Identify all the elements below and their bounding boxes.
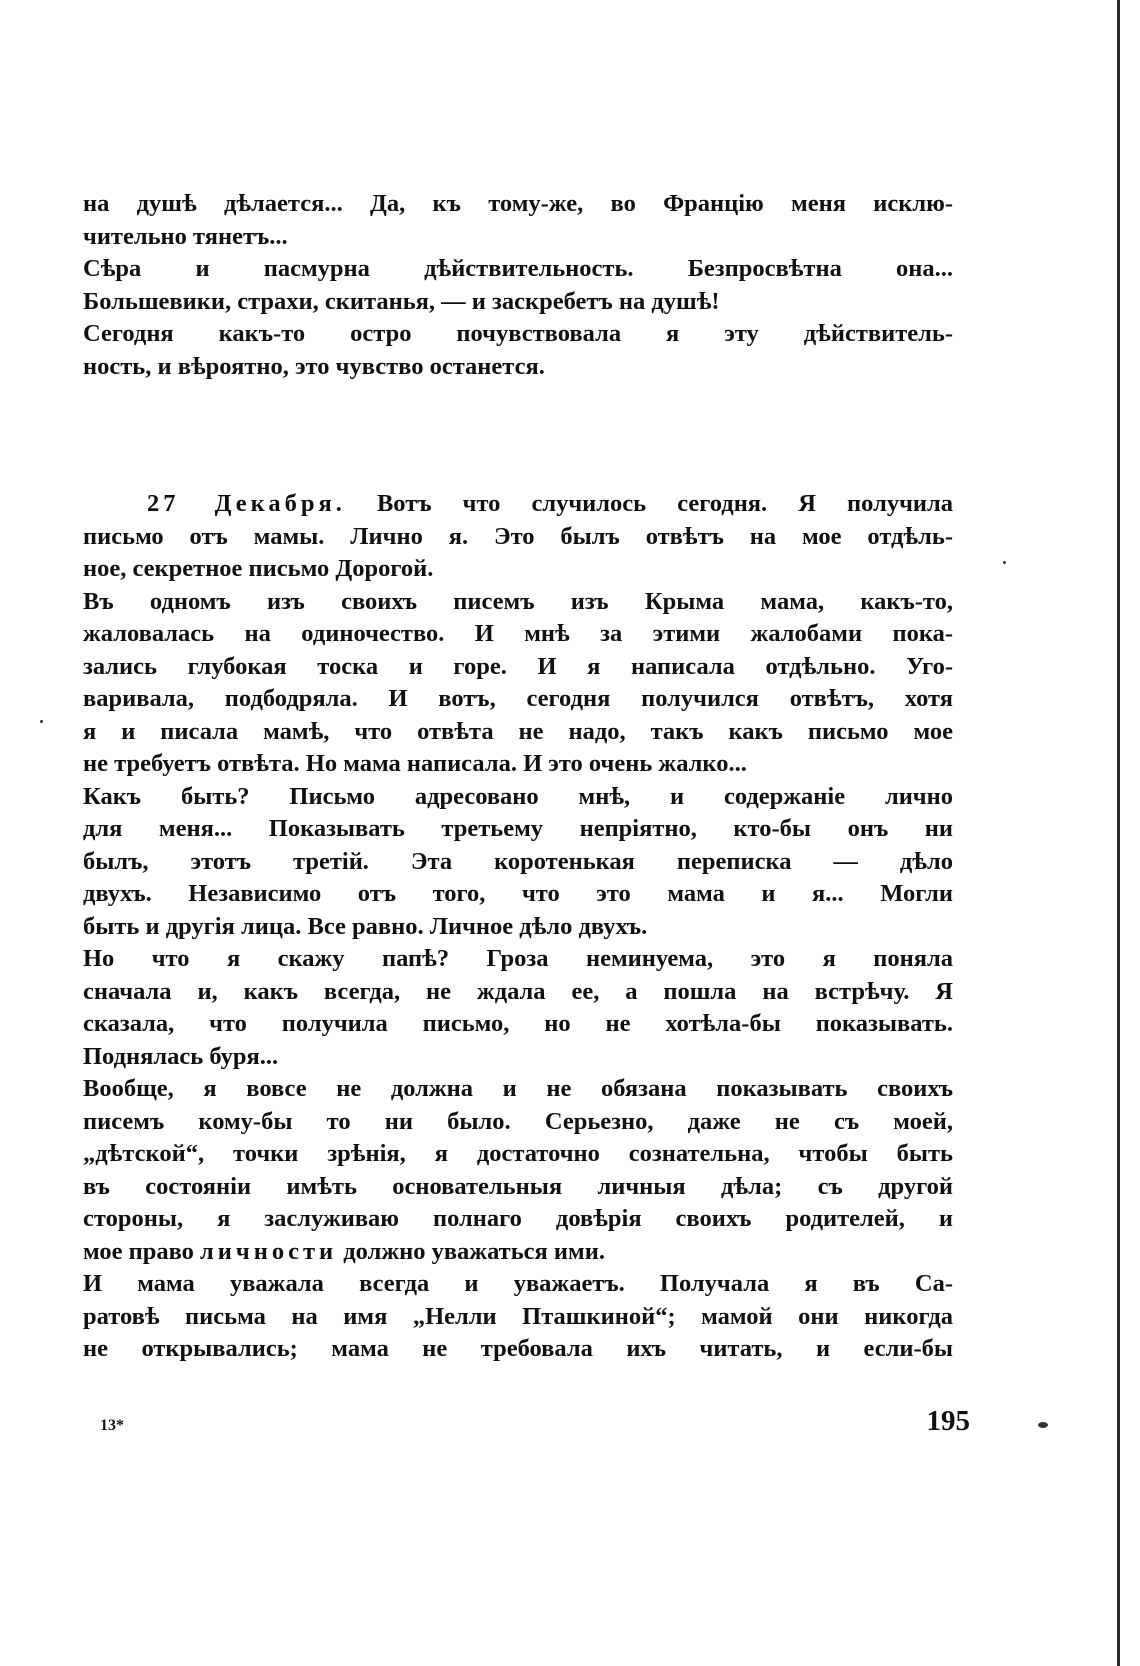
scan-speck (40, 720, 43, 723)
entry-date: 27 Декабря. (147, 490, 346, 517)
page-edge-line (1117, 0, 1120, 1666)
text-line: жаловалась на одиночество. И мнѣ за этими жалобами пока- (83, 620, 953, 647)
text-line: „дѣтской“, точки зрѣнія, я достаточно сознательна, чтобы быть (83, 1140, 953, 1167)
scan-speck (1003, 561, 1006, 564)
text-line: я и писала мамѣ, что отвѣта не надо, такъ какъ письмо мое (83, 717, 953, 745)
text-fragment: мое право (83, 1237, 201, 1265)
emphasized-word: личности (200, 1237, 338, 1265)
text-line: сначала и, какъ всегда, не ждала ее, а пошла на встрѣчу. Я (83, 977, 953, 1005)
text-line: сказала, что получила письмо, но не хотѣла-бы показывать. (83, 1010, 953, 1037)
text-line: Большевики, страхи, скитанья, — и заскребетъ на душѣ! (83, 287, 720, 315)
text-line: чительно тянетъ... (83, 222, 288, 250)
text-line: Вообще, я вовсе не должна и не обязана показывать своихъ (83, 1075, 953, 1102)
page-number: 195 (926, 1405, 970, 1437)
text-line: Въ одномъ изъ своихъ писемъ изъ Крыма мама, какъ-то, (83, 587, 953, 615)
text-line (83, 1236, 953, 1269)
signature-mark: 13* (100, 1417, 124, 1434)
text-line: письмо отъ мамы. Лично я. Это былъ отвѣтъ на мое отдѣль- (83, 522, 953, 550)
text-line: Поднялась буря... (83, 1042, 279, 1070)
text-line: ность, и вѣроятно, это чувство останется. (83, 352, 545, 380)
scan-speck (1038, 1422, 1048, 1428)
entry-first-line-text: Вотъ что случилось сегодня. Я получила (345, 490, 954, 517)
text-section-1 (83, 188, 953, 383)
text-line: Сѣра и пасмурна дѣйствительность. Безпросвѣтна она... (83, 255, 953, 282)
text-line: для меня... Показывать третьему непріятно, кто-бы онъ ни (83, 815, 953, 842)
entry-first-line (83, 488, 953, 521)
text-line: ное, секретное письмо Дорогой. (83, 555, 434, 582)
text-line: ратовѣ письма на имя „Нелли Пташкиной“; мамой они никогда (83, 1302, 953, 1330)
text-line: быть и другія лица. Все равно. Личное дѣло двухъ. (83, 912, 648, 940)
text-line: Сегодня какъ-то остро почувствовала я эту дѣйствитель- (83, 320, 953, 347)
text-line: зались глубокая тоска и горе. И я написала отдѣльно. Уго- (83, 652, 953, 680)
text-line: Какъ быть? Письмо адресовано мнѣ, и содержаніе лично (83, 782, 953, 810)
text-line: въ состояніи имѣть основательныя личныя дѣла; съ другой (83, 1172, 953, 1200)
text-line: былъ, этотъ третій. Эта коротенькая переписка — дѣло (83, 847, 953, 875)
text-line: стороны, я заслуживаю полнаго довѣрія своихъ родителей, и (83, 1205, 953, 1232)
diary-entry-27-december (83, 488, 953, 1366)
text-line: не открывались; мама не требовала ихъ читать, и если-бы (83, 1335, 953, 1362)
text-line: Но что я скажу папѣ? Гроза неминуема, это я поняла (83, 945, 953, 972)
text-line: двухъ. Независимо отъ того, что это мама и я... Могли (83, 880, 953, 907)
text-line: не требуетъ отвѣта. Но мама написала. И это очень жалко... (83, 750, 747, 777)
text-line: писемъ кому-бы то ни было. Серьезно, даже не съ моей, (83, 1107, 953, 1135)
text-line: на душѣ дѣлается... Да, къ тому-же, во Францію меня исклю- (83, 190, 953, 217)
text-line: варивала, подбодряла. И вотъ, сегодня получился отвѣтъ, хотя (83, 685, 953, 712)
text-line: И мама уважала всегда и уважаетъ. Получала я въ Са- (83, 1270, 953, 1297)
text-fragment: должно уважаться ими. (337, 1237, 605, 1265)
